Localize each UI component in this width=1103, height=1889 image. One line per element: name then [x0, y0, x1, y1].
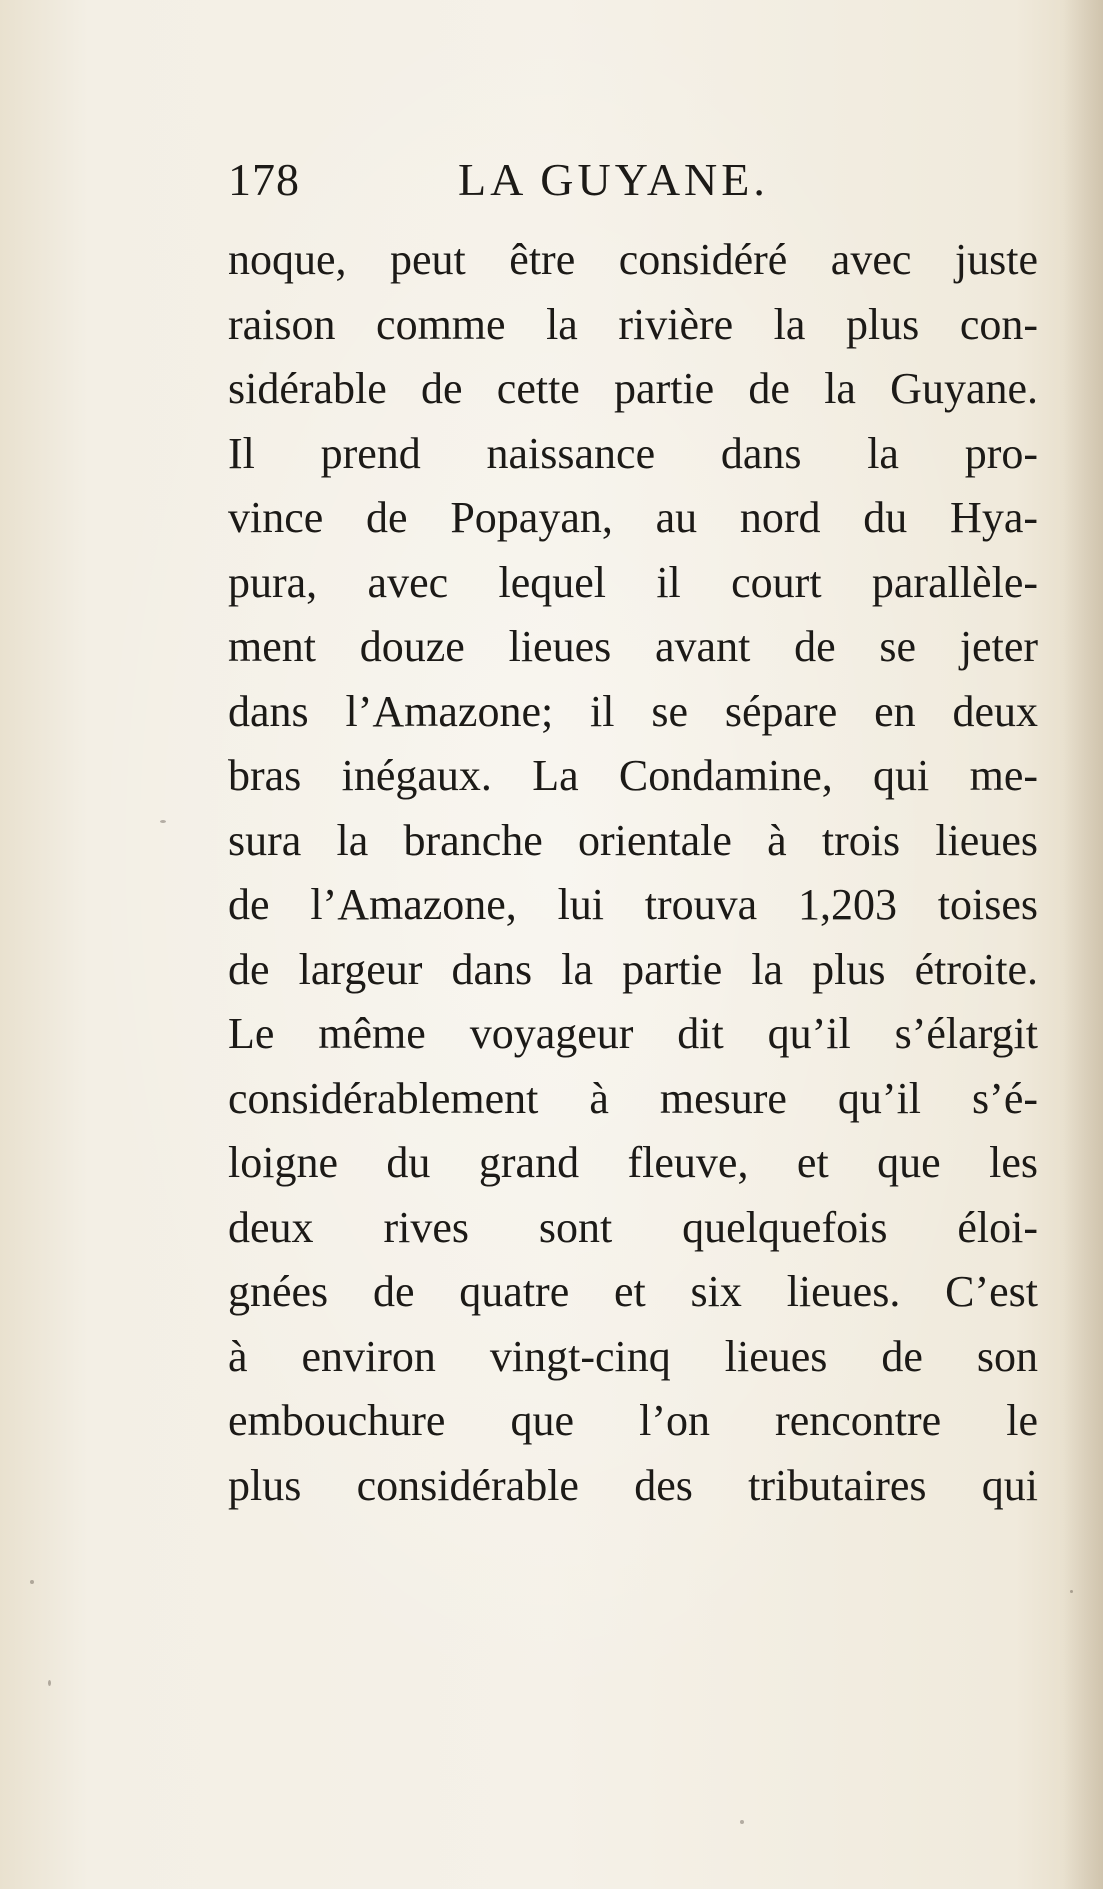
text-line: sidérable de cette partie de la Guyane.: [228, 364, 1038, 413]
text-line: de l’Amazone, lui trouva 1,203 toises: [228, 880, 1038, 929]
body-text: [228, 228, 1038, 1518]
text-line: Le même voyageur dit qu’il s’élargit: [228, 1009, 1038, 1058]
text-line: noque, peut être considéré avec juste: [228, 235, 1038, 284]
text-line: raison comme la rivière la plus con-: [228, 299, 1038, 349]
text-line: gnées de quatre et six lieues. C’est: [228, 1267, 1038, 1316]
page-edge-shadow: [1063, 0, 1103, 1889]
text-line: vince de Popayan, au nord du Hya-: [228, 493, 1038, 542]
paper-speck: [740, 1820, 744, 1824]
paper-speck: [48, 1680, 51, 1686]
text-line: dans l’Amazone; il se sépare en deux: [228, 686, 1038, 736]
paper-speck: [1070, 1590, 1073, 1593]
text-line: ment douze lieues avant de se jeter: [228, 622, 1038, 671]
paper-speck: [30, 1580, 34, 1584]
text-line: sura la branche orientale à trois lieues: [228, 815, 1038, 865]
text-line: loigne du grand fleuve, et que les: [228, 1138, 1038, 1187]
text-line: pura, avec lequel il court parallèle-: [228, 557, 1038, 607]
text-line: plus considérable des tributaires qui: [228, 1460, 1038, 1510]
text-line: bras inégaux. La Condamine, qui me-: [228, 751, 1038, 800]
paper-speck: [160, 820, 166, 823]
running-title: LA GUYANE.: [458, 154, 769, 205]
text-line: deux rives sont quelquefois éloi-: [228, 1202, 1038, 1252]
text-line: embouchure que l’on rencontre le: [228, 1396, 1038, 1445]
page-number: 178: [228, 154, 300, 205]
text-line: Il prend naissance dans la pro-: [228, 428, 1038, 478]
text-line: considérablement à mesure qu’il s’é-: [228, 1073, 1038, 1123]
page-header: [228, 150, 1028, 210]
text-line: à environ vingt-cinq lieues de son: [228, 1331, 1038, 1381]
text-line: de largeur dans la partie la plus étroite.: [228, 944, 1038, 994]
